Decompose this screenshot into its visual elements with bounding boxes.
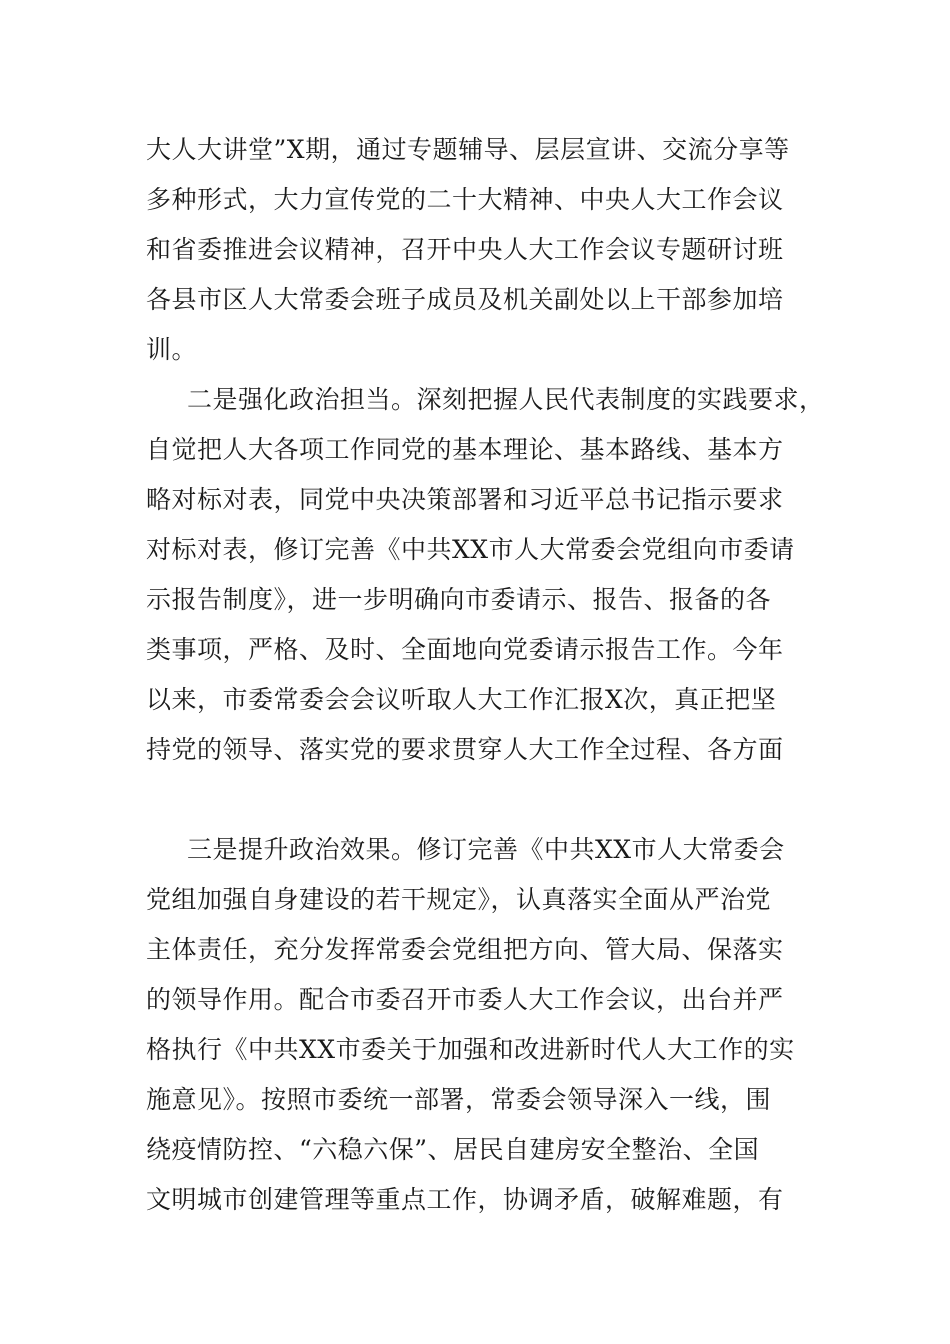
paragraph-1-line-5: 训。 [146,335,198,364]
paragraph-3-line-2: 党组加强自身建设的若干规定》，认真落实全面从严治党 [146,885,772,914]
paragraph-2-line-7: 以来，市委常委会会议听取人大工作汇报X次，真正把坚 [146,685,777,714]
paragraph-2-line-3: 略对标对表，同党中央决策部署和习近平总书记指示要求 [146,485,784,514]
paragraph-3-line-1: 三是提升政治效果。修订完善《中共XX市人大常委会 [187,835,785,864]
paragraph-2-line-5: 示报告制度》，进一步明确向市委请示、报告、报备的各 [146,585,772,614]
paragraph-3-line-5: 格执行《中共XX市委关于加强和改进新时代人大工作的实 [146,1035,795,1064]
paragraph-2-line-4: 对标对表，修订完善《中共XX市人大常委会党组向市委请 [146,535,795,564]
paragraph-3-line-4: 的领导作用。配合市委召开市委人大工作会议，出台并严 [146,985,784,1014]
paragraph-2-line-6: 类事项，严格、及时、全面地向党委请示报告工作。今年 [146,635,784,664]
paragraph-2-line-1: 二是强化政治担当。深刻把握人民代表制度的实践要求， [187,385,825,414]
paragraph-3-line-3: 主体责任，充分发挥常委会党组把方向、管大局、保落实 [146,935,784,964]
paragraph-3-line-8: 文明城市创建管理等重点工作，协调矛盾，破解难题，有 [146,1185,784,1214]
paragraph-1-line-2: 多种形式，大力宣传党的二十大精神、中央人大工作会议 [146,185,784,214]
paragraph-3-line-7: 绕疫情防控、“六稳六保”、居民自建房安全整治、全国 [146,1135,760,1164]
paragraph-1-line-1: 大人大讲堂”X期，通过专题辅导、层层宣讲、交流分享等 [146,135,790,164]
paragraph-1-line-3: 和省委推进会议精神，召开中央人大工作会议专题研讨班 [146,235,784,264]
paragraph-2-line-2: 自觉把人大各项工作同党的基本理论、基本路线、基本方 [146,435,784,464]
paragraph-1-line-4: 各县市区人大常委会班子成员及机关副处以上干部参加培 [146,285,784,314]
paragraph-3-line-6: 施意见》。按照市委统一部署，常委会领导深入一线，围 [146,1085,772,1114]
paragraph-2-line-8: 持党的领导、落实党的要求贯穿人大工作全过程、各方面 [146,735,784,764]
